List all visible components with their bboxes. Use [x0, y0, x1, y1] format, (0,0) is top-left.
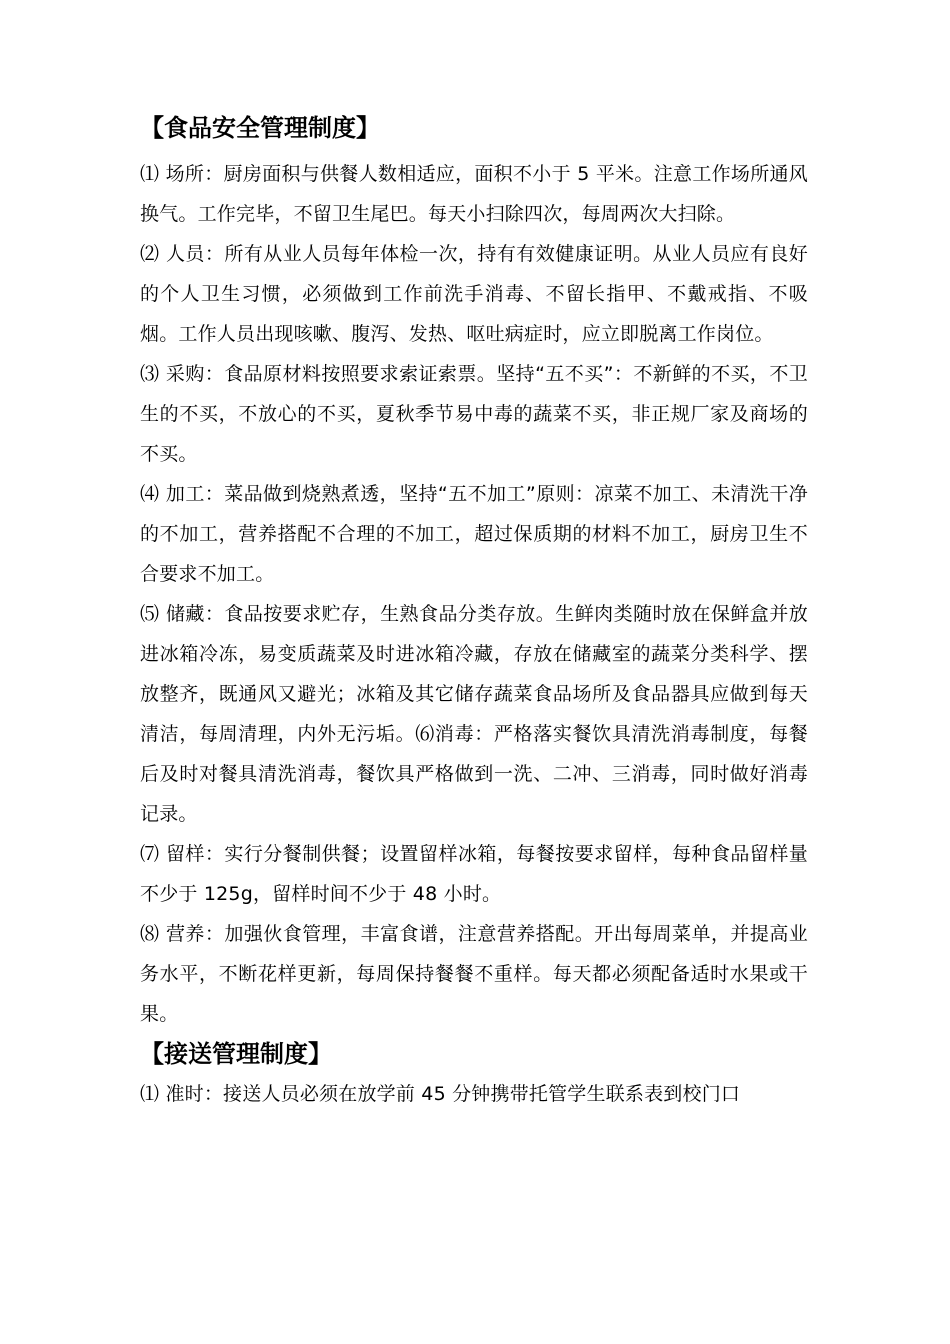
- document-page: [140, 108, 808, 1114]
- paragraph-purchasing: ⑶ 采购：食品原材料按照要求索证索票。坚持“五不买”：不新鲜的不买，不卫生的不买，不放心的不买，夏秋季节易中毒的蔬菜不买，非正规厂家及商场的不买。: [140, 363, 808, 465]
- food-safety-section: [140, 108, 808, 1034]
- paragraph-storage: ⑸ 储藏：食品按要求贮存，生熟食品分类存放。生鲜肉类随时放在保鲜盒并放进冰箱冷冻，易变质蔬菜及时进冰箱冷藏，存放在储藏室的蔬菜分类科学、摆放整齐，既通风又避光；冰箱及其它储存蔬菜食品场所及食品器具应做到每天清洁，每周清理，内外无污垢。⑹消毒：严格落实餐饮具清洗消毒制度，每餐后及时对餐具清洗消毒，餐饮具严格做到一洗、二冲、三消毒，同时做好消毒记录。: [140, 603, 808, 825]
- paragraph-staff: ⑵ 人员：所有从业人员每年体检一次，持有有效健康证明。从业人员应有良好的个人卫生习惯，必须做到工作前洗手消毒、不留长指甲、不戴戒指、不吸烟。工作人员出现咳嗽、腹泻、发热、呕吐病症时，应立即脱离工作岗位。: [140, 243, 808, 345]
- section-heading-food-safety: 【食品安全管理制度】: [140, 114, 380, 142]
- paragraph-venue: ⑴ 场所：厨房面积与供餐人数相适应，面积不小于 5 平米。注意工作场所通风换气。工作完毕，不留卫生尾巴。每天小扫除四次，每周两次大扫除。: [140, 163, 808, 225]
- paragraph-processing: ⑷ 加工：菜品做到烧熟煮透，坚持“五不加工”原则：凉菜不加工、未清洗干净的不加工，营养搭配不合理的不加工，超过保质期的材料不加工，厨房卫生不合要求不加工。: [140, 483, 808, 585]
- paragraph-sampling: ⑺ 留样：实行分餐制供餐；设置留样冰箱，每餐按要求留样，每种食品留样量不少于 125g，留样时间不少于 48 小时。: [140, 843, 808, 905]
- pickup-section: [140, 1034, 808, 1114]
- section-heading-pickup: 【接送管理制度】: [140, 1040, 332, 1068]
- paragraph-punctuality: ⑴ 准时：接送人员必须在放学前 45 分钟携带托管学生联系表到校门口: [140, 1083, 741, 1105]
- paragraph-nutrition: ⑻ 营养：加强伙食管理，丰富食谱，注意营养搭配。开出每周菜单，并提高业务水平，不断花样更新，每周保持餐餐不重样。每天都必须配备适时水果或干果。: [140, 923, 808, 1025]
